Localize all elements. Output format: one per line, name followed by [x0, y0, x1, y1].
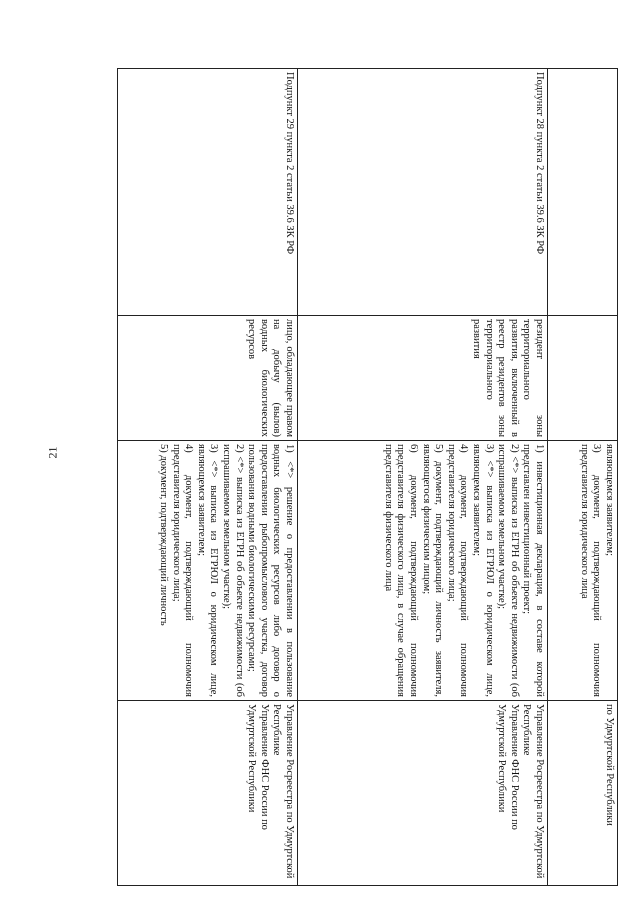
applicant-cell	[548, 316, 618, 441]
document-item: являющемся заявителем;	[604, 444, 615, 556]
basis-cell: Подпункт 28 пункта 2 статьи 39.6 ЗК РФ	[298, 69, 548, 316]
table-row	[118, 69, 298, 886]
document-item: 2) <*> выписка из ЕГРН об объекте недвижимости (об испрашиваемом земельном участке);	[221, 444, 245, 697]
document-item: 6) документ, подтверждающий полномочия представителя физического лица, в случае обращения представителя физического лица	[382, 444, 420, 697]
table-row	[548, 69, 618, 886]
authority-item: Управление Росреестра по Удмуртской Республике	[271, 704, 295, 879]
basis-cell	[548, 69, 618, 316]
authority-cell	[118, 701, 298, 886]
authority-item: Управление ФНС России по Удмуртской Республики	[496, 704, 520, 830]
authority-cell	[298, 701, 548, 886]
document-item: 5) документ, подтверждающий личность	[158, 444, 170, 626]
basis-cell: Подпункт 29 пункта 2 статьи 39.6 ЗК РФ	[118, 69, 298, 316]
document-item: 4) документ, подтверждающий полномочия представителя юридического лица;	[445, 444, 470, 697]
applicant-cell: лицо, обладающее правом на добычу (вылов) водных биологических ресурсов	[118, 316, 298, 441]
authority-cell	[548, 701, 618, 886]
table-row	[298, 69, 548, 886]
documents-table	[117, 68, 618, 886]
document-item: 1) <*> решение о предоставлении в пользование водных биологических ресурсов либо договор о предоставлении рыбопромыслового участка, договор пользования водными биологическими ресурсами;	[246, 444, 295, 697]
document-item: 2) <*> выписка из ЕГРН об объекте недвижимости (об испрашиваемом земельном участке);	[496, 444, 520, 697]
rotated-table-container	[118, 68, 618, 885]
documents-cell	[118, 441, 298, 701]
document-item: 1) инвестиционная декларация, в составе которой представлен инвестиционный проект;	[521, 444, 545, 697]
authority-item: по Удмуртской Республики	[604, 704, 615, 826]
applicant-cell: резидент зоны территориального развития, включенный в реестр резидентов зоны территориального развития	[298, 316, 548, 441]
document-item: 3) <*> выписка из ЕГРЮЛ о юридическом лице, являющемся заявителем;	[195, 444, 220, 697]
document-item: 3) документ, подтверждающий полномочия представителя юридического лица	[578, 444, 603, 697]
authority-item: Управление ФНС России по Удмуртской Республики	[246, 704, 270, 830]
document-item: 4) документ, подтверждающий полномочия представителя юридического лица;	[170, 444, 195, 697]
documents-cell	[298, 441, 548, 701]
page-number: 21	[45, 446, 60, 459]
document-item: 5) документ, подтверждающий личность заявителя, являющегося физическим лицом;	[420, 444, 445, 697]
documents-cell	[548, 441, 618, 701]
authority-item: Управление Росреестра по Удмуртской Республике	[521, 704, 545, 879]
document-item: 3) <*> выписка из ЕГРЮЛ о юридическом лице, являющемся заявителем;	[471, 444, 495, 697]
